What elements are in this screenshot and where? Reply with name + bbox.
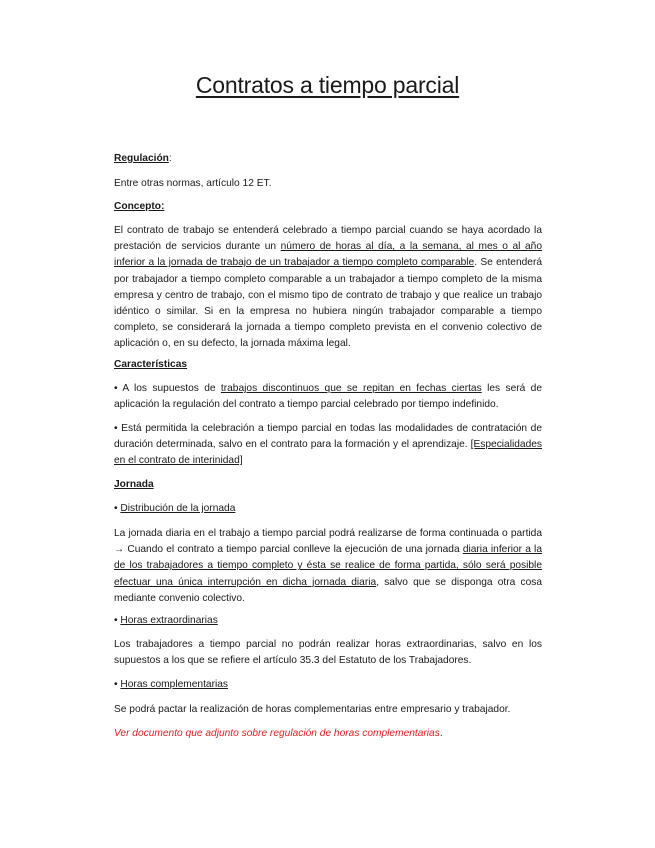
item2-pre: • Está permitida la celebración a tiempo parcial en todas las modalidades de contratación de duración determinada, salvo en el contrato para la formación y el aprendizaje. (114, 423, 542, 451)
jornada-heading-line (114, 477, 542, 493)
complementarias-bullet: • (114, 679, 121, 690)
extraordinarias-heading-line (114, 613, 542, 629)
concepto-text-1: El contrato de trabajo se entenderá celebrado a tiempo parcial cuando se haya acordado la prestación de servicios durante un (114, 225, 542, 253)
distribucion-text-1: La jornada diaria en el trabajo a tiempo parcial podrá realizarse de forma continuada o partida → Cuando el contrato a tiempo parcial conlleve la ejecución de una jornada (114, 528, 542, 556)
note-period: . (439, 728, 443, 739)
distribucion-bullet: • (114, 503, 121, 514)
complementarias-text: Se podrá pactar la realización de horas complementarias entre empresario y trabajador. (114, 704, 511, 715)
regulacion-text: Entre otras normas, artículo 12 ET. (114, 178, 272, 189)
distribucion-heading: Distribución de la jornada (120, 503, 236, 514)
concepto-paragraph (114, 223, 542, 353)
jornada-heading: Jornada (114, 479, 154, 490)
trabajos-discontinuos-text: trabajos discontinuos que se repitan en fechas ciertas (220, 383, 482, 394)
complementarias-note-line (114, 726, 542, 742)
page-title: Contratos a tiempo parcial (195, 72, 460, 98)
concepto-underlined: número de horas al día, a la semana, al mes o al año inferior a la jornada de trabajo de un trabajador a tiempo completo comparable (114, 241, 542, 269)
regulacion-colon: : (168, 153, 172, 164)
distribucion-underlined: diaria inferior a la de los trabajadores a tiempo completo y ésta se realice de forma partida, sólo será posible efectuar una única interrupción en dicha jornada diaria (114, 544, 542, 588)
extraordinarias-bullet: • (114, 615, 121, 626)
item1-pre: • A los supuestos de (114, 383, 221, 394)
concepto-heading: Concepto: (114, 201, 165, 212)
distribucion-heading-line (114, 501, 542, 517)
interinidad-link[interactable]: [Especialidades en el contrato de interinidad] (114, 439, 542, 467)
distribucion-text-2: , salvo que se disponga otra cosa mediante convenio colectivo. (114, 576, 543, 604)
caracteristicas-heading-line (114, 357, 542, 373)
caracteristicas-heading: Características (114, 359, 188, 370)
horas-complementarias-doc-link[interactable]: Ver documento que adjunto sobre regulación de horas complementarias (114, 728, 440, 739)
regulacion-heading-line (114, 151, 542, 167)
regulacion-heading: Regulación (114, 153, 169, 164)
caracteristicas-item-1 (114, 381, 542, 413)
complementarias-heading-line (114, 677, 542, 693)
complementarias-heading: Horas complementarias (120, 679, 228, 690)
caracteristicas-item-2 (114, 421, 542, 470)
concepto-heading-line (114, 199, 542, 215)
extraordinarias-text: Los trabajadores a tiempo parcial no podrán realizar horas extraordinarias, salvo en los supuestos a los que se refiere el artículo 35.3 del Estatuto de los Trabajadores. (114, 639, 542, 667)
extraordinarias-heading: Horas extraordinarias (120, 615, 218, 626)
concepto-text-2: . Se entenderá por trabajador a tiempo completo comparable a un trabajador a tiempo completo de la misma empresa y centro de trabajo, con el mismo tipo de contrato de trabajo y que realice un trabajo idéntico o similar. Si en la empresa no hubiera ningún trabajador comparable a tiempo completo, se considerará la jornada a tiempo completo prevista en el convenio colectivo de aplicación o, en su defecto, la jornada máxima legal. (114, 257, 543, 350)
item1-post: les será de aplicación la regulación del contrato a tiempo parcial celebrado por tiempo indefinido. (114, 383, 543, 411)
distribucion-paragraph (114, 526, 542, 607)
